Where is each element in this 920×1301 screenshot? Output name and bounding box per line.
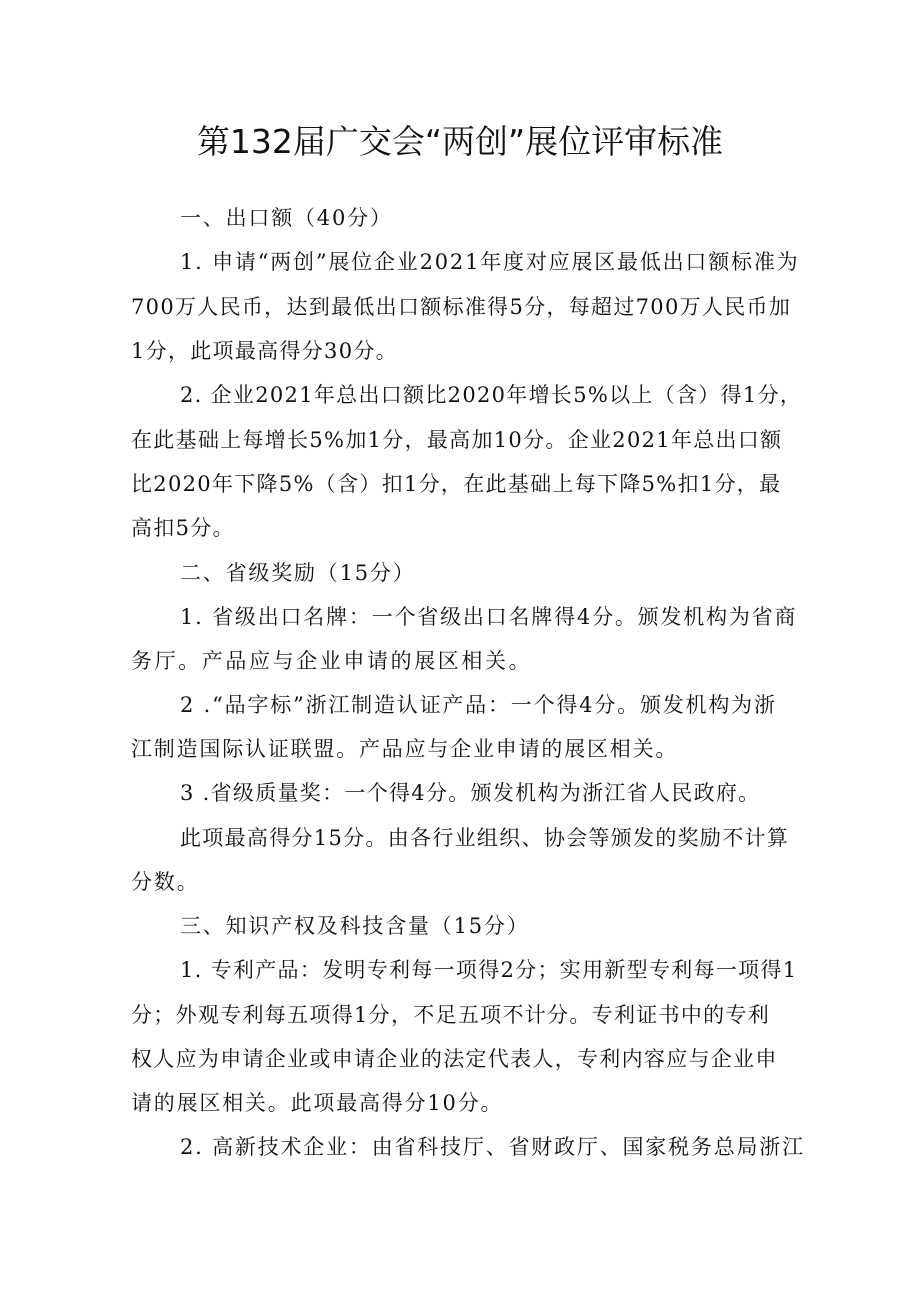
section-heading-ip: 三、知识产权及科技含量（15分） xyxy=(180,914,530,938)
paragraph-line: 1. 专利产品：发明专利每一项得2分；实用新型专利每一项得1 xyxy=(180,958,798,982)
section-heading-awards: 二、省级奖励（15分） xyxy=(180,561,416,585)
paragraph-line: 此项最高得分15分。由各行业组织、协会等颁发的奖励不计算 xyxy=(180,826,790,850)
paragraph-line: 比2020年下降5%（含）扣1分，在此基础上每下降5%扣1分，最 xyxy=(131,472,782,496)
paragraph-line: 在此基础上每增长5%加1分，最高加10分。企业2021年总出口额 xyxy=(131,428,783,452)
paragraph-line: 2. 企业2021年总出口额比2020年增长5%以上（含）得1分， xyxy=(180,383,803,407)
paragraph-line: 1. 申请“两创”展位企业2021年度对应展区最低出口额标准为 xyxy=(180,250,800,274)
paragraph-line: 3 .省级质量奖：一个得4分。颁发机构为浙江省人民政府。 xyxy=(180,781,761,805)
paragraph-line: 2 .“品字标”浙江制造认证产品：一个得4分。颁发机构为浙 xyxy=(180,693,777,717)
paragraph-line: 请的展区相关。此项最高得分10分。 xyxy=(131,1091,504,1115)
paragraph-line: 700万人民币，达到最低出口额标准得5分，每超过700万人民币加 xyxy=(131,295,792,319)
paragraph-line: 江制造国际认证联盟。产品应与企业申请的展区相关。 xyxy=(131,737,679,761)
paragraph-line: 1分，此项最高得分30分。 xyxy=(131,339,398,363)
document-title: 第132届广交会“两创”展位评审标准 xyxy=(196,122,724,161)
paragraph-line: 分数。 xyxy=(131,870,200,894)
paragraph-line: 2. 高新技术企业：由省科技厅、省财政厅、国家税务总局浙江 xyxy=(180,1135,805,1159)
paragraph-line: 分；外观专利每五项得1分，不足五项不计分。专利证书中的专利 xyxy=(131,1003,771,1027)
paragraph-line: 权人应为申请企业或申请企业的法定代表人，专利内容应与企业申 xyxy=(131,1047,778,1071)
paragraph-line: 高扣5分。 xyxy=(131,516,235,540)
paragraph-line: 1. 省级出口名牌：一个省级出口名牌得4分。颁发机构为省商 xyxy=(180,605,798,629)
section-heading-export: 一、出口额（40分） xyxy=(180,206,393,230)
paragraph-line: 务厅。产品应与企业申请的展区相关。 xyxy=(131,649,533,673)
